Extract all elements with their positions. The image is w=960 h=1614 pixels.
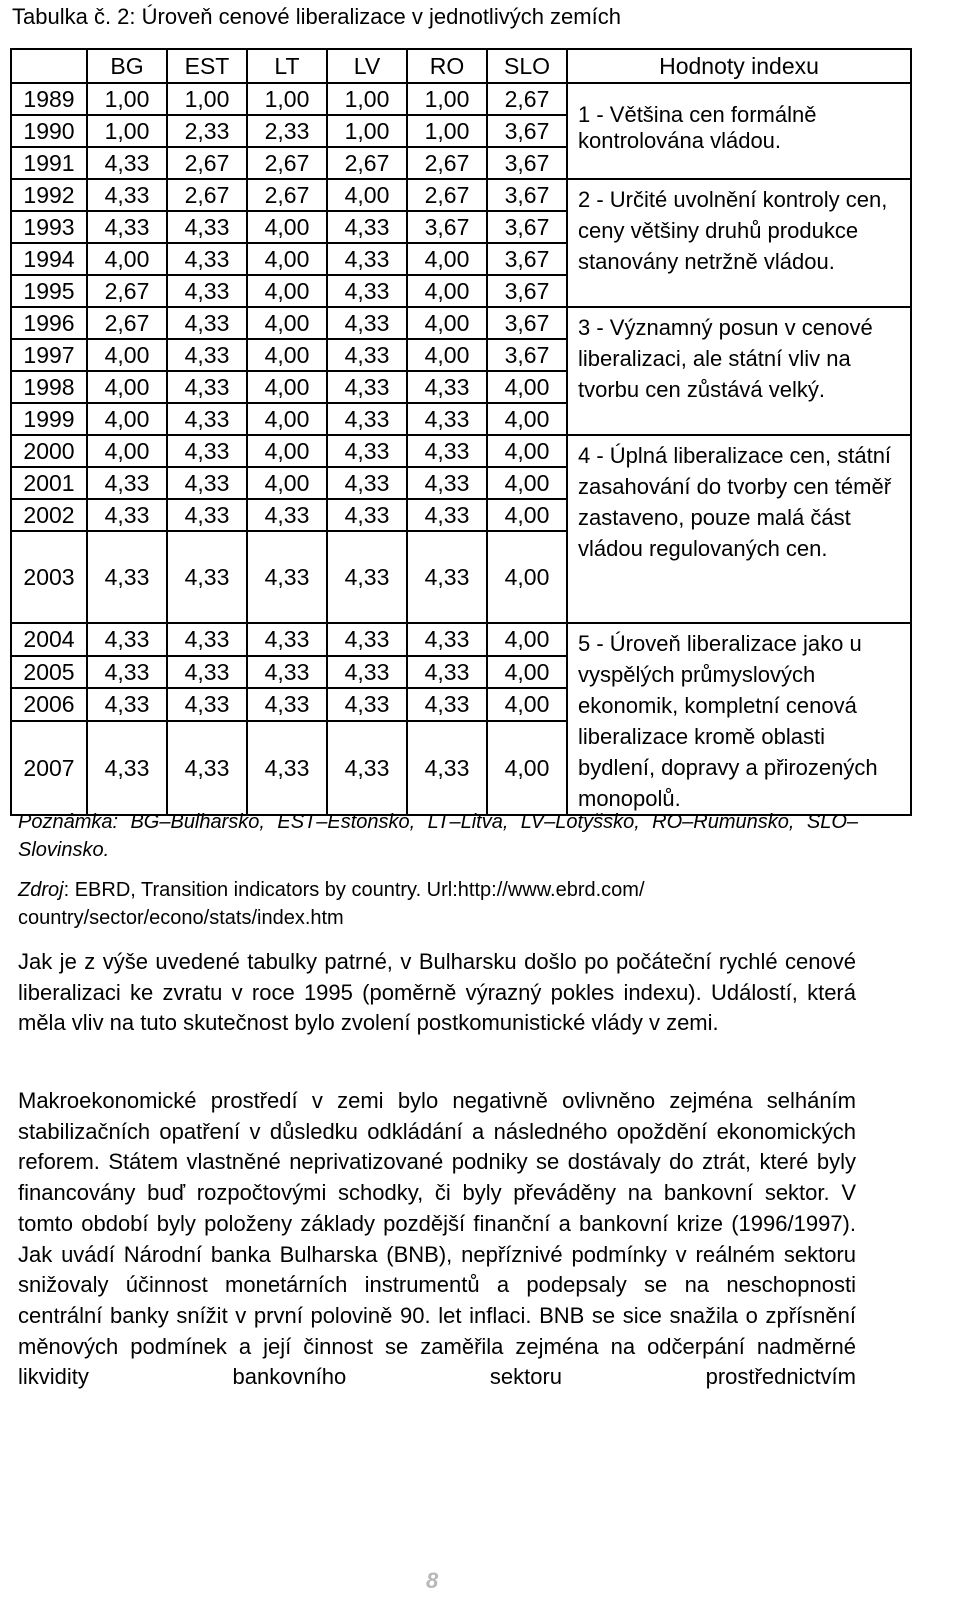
value-cell: 3,67 bbox=[487, 211, 567, 243]
value-cell: 4,33 bbox=[327, 211, 407, 243]
year-cell: 2005 bbox=[11, 656, 87, 689]
value-cell: 4,33 bbox=[407, 467, 487, 499]
value-cell: 4,33 bbox=[327, 656, 407, 689]
value-cell: 4,00 bbox=[407, 307, 487, 339]
year-cell: 1996 bbox=[11, 307, 87, 339]
value-cell: 2,67 bbox=[247, 179, 327, 211]
header-cell-index-values: Hodnoty indexu bbox=[567, 49, 911, 83]
value-cell: 1,00 bbox=[167, 83, 247, 115]
value-cell: 4,33 bbox=[247, 531, 327, 623]
value-cell: 4,33 bbox=[407, 435, 487, 467]
value-cell: 4,33 bbox=[167, 531, 247, 623]
value-cell: 1,00 bbox=[327, 115, 407, 147]
value-cell: 4,33 bbox=[167, 339, 247, 371]
value-cell: 4,00 bbox=[407, 243, 487, 275]
value-cell: 3,67 bbox=[487, 147, 567, 179]
value-cell: 4,00 bbox=[487, 531, 567, 623]
value-cell: 4,00 bbox=[487, 721, 567, 815]
value-cell: 4,33 bbox=[87, 721, 167, 815]
value-cell: 4,33 bbox=[167, 307, 247, 339]
value-cell: 2,33 bbox=[247, 115, 327, 147]
value-cell: 3,67 bbox=[487, 179, 567, 211]
year-cell: 2002 bbox=[11, 499, 87, 531]
value-cell: 4,33 bbox=[327, 467, 407, 499]
year-cell: 1990 bbox=[11, 115, 87, 147]
header-cell-slo: SLO bbox=[487, 49, 567, 83]
value-cell: 4,33 bbox=[87, 623, 167, 656]
value-cell: 4,00 bbox=[247, 467, 327, 499]
price-liberalization-table bbox=[10, 48, 912, 816]
table-caption: Tabulka č. 2: Úroveň cenové liberalizace v jednotlivých zemích bbox=[12, 4, 621, 29]
value-cell: 4,33 bbox=[407, 371, 487, 403]
value-cell: 2,67 bbox=[487, 83, 567, 115]
value-cell: 4,33 bbox=[327, 435, 407, 467]
year-cell: 2006 bbox=[11, 688, 87, 721]
value-cell: 3,67 bbox=[487, 339, 567, 371]
year-cell: 1993 bbox=[11, 211, 87, 243]
value-cell: 3,67 bbox=[487, 243, 567, 275]
value-cell: 2,67 bbox=[407, 179, 487, 211]
value-cell: 4,33 bbox=[327, 339, 407, 371]
value-cell: 4,00 bbox=[407, 339, 487, 371]
header-cell-year bbox=[11, 49, 87, 83]
value-cell: 4,00 bbox=[87, 243, 167, 275]
value-cell: 3,67 bbox=[487, 307, 567, 339]
source-label: Zdroj bbox=[18, 879, 64, 901]
value-cell: 4,33 bbox=[87, 179, 167, 211]
table-header-row bbox=[11, 49, 911, 83]
value-cell: 2,67 bbox=[327, 147, 407, 179]
value-cell: 1,00 bbox=[407, 115, 487, 147]
value-cell: 4,33 bbox=[87, 467, 167, 499]
year-cell: 1995 bbox=[11, 275, 87, 307]
value-cell: 2,67 bbox=[167, 179, 247, 211]
value-cell: 2,33 bbox=[167, 115, 247, 147]
value-cell: 4,33 bbox=[167, 403, 247, 435]
year-cell: 1991 bbox=[11, 147, 87, 179]
value-cell: 4,33 bbox=[167, 243, 247, 275]
year-cell: 2007 bbox=[11, 721, 87, 815]
value-cell: 4,33 bbox=[167, 275, 247, 307]
value-cell: 4,33 bbox=[407, 499, 487, 531]
value-cell: 4,33 bbox=[167, 721, 247, 815]
value-cell: 4,33 bbox=[327, 403, 407, 435]
value-cell: 4,33 bbox=[247, 499, 327, 531]
year-cell: 2001 bbox=[11, 467, 87, 499]
value-cell: 4,33 bbox=[247, 721, 327, 815]
value-cell: 4,33 bbox=[87, 531, 167, 623]
table-row bbox=[11, 83, 911, 115]
value-cell: 4,00 bbox=[247, 435, 327, 467]
year-cell: 2000 bbox=[11, 435, 87, 467]
value-cell: 4,00 bbox=[487, 467, 567, 499]
value-cell: 4,33 bbox=[247, 623, 327, 656]
value-cell: 4,00 bbox=[247, 275, 327, 307]
table-row bbox=[11, 307, 911, 339]
value-cell: 4,00 bbox=[487, 688, 567, 721]
value-cell: 4,33 bbox=[407, 688, 487, 721]
value-cell: 2,67 bbox=[87, 275, 167, 307]
value-cell: 4,00 bbox=[247, 243, 327, 275]
value-cell: 4,33 bbox=[407, 403, 487, 435]
value-cell: 4,33 bbox=[407, 721, 487, 815]
value-cell: 4,33 bbox=[167, 371, 247, 403]
value-cell: 4,33 bbox=[327, 371, 407, 403]
table-body bbox=[11, 83, 911, 815]
value-cell: 2,67 bbox=[247, 147, 327, 179]
value-cell: 4,33 bbox=[247, 656, 327, 689]
value-cell: 4,00 bbox=[407, 275, 487, 307]
value-cell: 4,33 bbox=[167, 688, 247, 721]
table-note: Poznámka: BG–Bulharsko, EST–Estonsko, LT–Litva, LV–Lotyšsko, RO–Rumunsko, SLO–Slovinsko. bbox=[18, 811, 858, 861]
page-number: 8 bbox=[426, 1568, 439, 1593]
header-cell-lt: LT bbox=[247, 49, 327, 83]
value-cell: 1,00 bbox=[327, 83, 407, 115]
value-cell: 4,33 bbox=[87, 499, 167, 531]
header-cell-lv: LV bbox=[327, 49, 407, 83]
year-cell: 1992 bbox=[11, 179, 87, 211]
value-cell: 4,00 bbox=[487, 499, 567, 531]
body-paragraph-2: Makroekonomické prostředí v zemi bylo negativně ovlivněno zejména selháním stabilizačních opatření v důsledku odkládání a následného opoždění ekonomických reforem. Státem vlastněné neprivatizované podniky se dostávaly do ztrát, které byly financovány buď rozpočtovými schodky, či byly převáděny na bankovní sektor. V tomto období byly položeny základy pozdější finanční a bankovní krize (1996/1997). Jak uvádí Národní banka Bulharska (BNB), nepříznivé podmínky v reálném sektoru snižovaly účinnost monetárních instrumentů a podepsaly se na neschopnosti centrální banky snížit v první polovině 90. let inflaci. BNB se sice snažila o zpřísnění měnových podmínek a její činnost se zaměřila zejména na odčerpání nadměrné likvidity bankovního sektoru prostřednictvím bbox=[18, 1088, 856, 1390]
value-cell: 4,33 bbox=[327, 623, 407, 656]
value-cell: 4,33 bbox=[327, 243, 407, 275]
year-cell: 1997 bbox=[11, 339, 87, 371]
table-row bbox=[11, 623, 911, 656]
value-cell: 4,00 bbox=[247, 307, 327, 339]
value-cell: 4,33 bbox=[167, 211, 247, 243]
value-cell: 4,33 bbox=[87, 211, 167, 243]
value-cell: 1,00 bbox=[247, 83, 327, 115]
value-cell: 4,00 bbox=[247, 211, 327, 243]
header-cell-est: EST bbox=[167, 49, 247, 83]
value-cell: 2,67 bbox=[87, 307, 167, 339]
legend-level-2: 2 - Určité uvolnění kontroly cen, ceny většiny druhů produkce stanovány netržně vládou. bbox=[567, 179, 911, 307]
body-paragraph-1: Jak je z výše uvedené tabulky patrné, v Bulharsku došlo po počáteční rychlé cenové liberalizaci ke zvratu v roce 1995 (poměrně výrazný pokles indexu). Událostí, která měla vliv na tuto skutečnost bylo zvolení postkomunistické vlády v zemi. bbox=[18, 949, 856, 1036]
legend-level-3: 3 - Významný posun v cenové liberalizaci, ale státní vliv na tvorbu cen zůstává velký. bbox=[567, 307, 911, 435]
value-cell: 4,33 bbox=[327, 688, 407, 721]
value-cell: 4,33 bbox=[167, 435, 247, 467]
value-cell: 4,00 bbox=[487, 371, 567, 403]
value-cell: 4,33 bbox=[407, 531, 487, 623]
value-cell: 3,67 bbox=[487, 275, 567, 307]
source-text: : EBRD, Transition indicators by country. Url:http://www.ebrd.com/ country/sector/econo/stats/index.htm bbox=[18, 879, 645, 929]
value-cell: 1,00 bbox=[87, 115, 167, 147]
value-cell: 4,33 bbox=[167, 499, 247, 531]
value-cell: 4,00 bbox=[247, 339, 327, 371]
value-cell: 4,33 bbox=[327, 499, 407, 531]
value-cell: 4,00 bbox=[87, 435, 167, 467]
value-cell: 4,33 bbox=[327, 531, 407, 623]
value-cell: 4,33 bbox=[407, 656, 487, 689]
legend-level-5: 5 - Úroveň liberalizace jako u vyspělých průmyslových ekonomik, kompletní cenová liberalizace kromě oblasti bydlení, dopravy a přirozených monopolů. bbox=[567, 623, 911, 815]
year-cell: 1994 bbox=[11, 243, 87, 275]
legend-level-1: 1 - Většina cen formálně kontrolována vládou. bbox=[567, 83, 911, 179]
year-cell: 1998 bbox=[11, 371, 87, 403]
table-row bbox=[11, 435, 911, 467]
value-cell: 4,00 bbox=[487, 656, 567, 689]
value-cell: 4,33 bbox=[87, 656, 167, 689]
value-cell: 4,00 bbox=[327, 179, 407, 211]
value-cell: 4,33 bbox=[407, 623, 487, 656]
value-cell: 4,00 bbox=[247, 371, 327, 403]
value-cell: 4,33 bbox=[167, 656, 247, 689]
year-cell: 2003 bbox=[11, 531, 87, 623]
value-cell: 4,00 bbox=[87, 403, 167, 435]
value-cell: 4,33 bbox=[87, 688, 167, 721]
value-cell: 1,00 bbox=[87, 83, 167, 115]
value-cell: 2,67 bbox=[407, 147, 487, 179]
value-cell: 4,00 bbox=[247, 403, 327, 435]
header-cell-ro: RO bbox=[407, 49, 487, 83]
value-cell: 4,00 bbox=[487, 403, 567, 435]
value-cell: 4,00 bbox=[487, 623, 567, 656]
value-cell: 2,67 bbox=[167, 147, 247, 179]
value-cell: 3,67 bbox=[487, 115, 567, 147]
value-cell: 4,33 bbox=[87, 147, 167, 179]
value-cell: 4,33 bbox=[327, 307, 407, 339]
year-cell: 2004 bbox=[11, 623, 87, 656]
value-cell: 4,00 bbox=[87, 371, 167, 403]
value-cell: 4,33 bbox=[167, 623, 247, 656]
value-cell: 4,00 bbox=[487, 435, 567, 467]
table-row bbox=[11, 179, 911, 211]
value-cell: 1,00 bbox=[407, 83, 487, 115]
value-cell: 4,33 bbox=[167, 467, 247, 499]
source-citation bbox=[18, 876, 818, 932]
header-cell-bg: BG bbox=[87, 49, 167, 83]
legend-level-4: 4 - Úplná liberalizace cen, státní zasahování do tvorby cen téměř zastaveno, pouze malá část vládou regulovaných cen. bbox=[567, 435, 911, 623]
value-cell: 4,33 bbox=[327, 275, 407, 307]
value-cell: 4,33 bbox=[327, 721, 407, 815]
year-cell: 1999 bbox=[11, 403, 87, 435]
value-cell: 3,67 bbox=[407, 211, 487, 243]
year-cell: 1989 bbox=[11, 83, 87, 115]
value-cell: 4,00 bbox=[87, 339, 167, 371]
value-cell: 4,33 bbox=[247, 688, 327, 721]
